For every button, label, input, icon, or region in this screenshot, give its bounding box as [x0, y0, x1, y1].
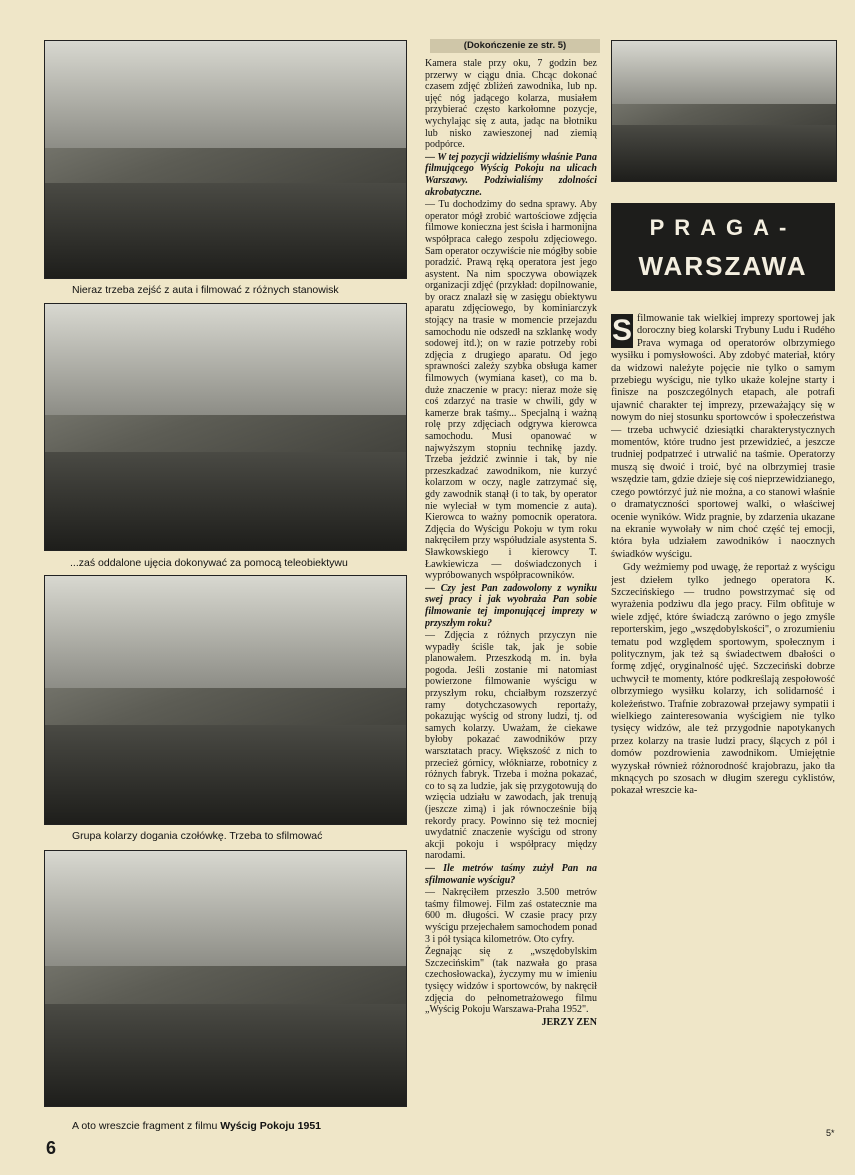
title-line2: WARSZAWA — [638, 251, 808, 281]
caption-photo4-prefix: A oto wreszcie fragment z filmu — [72, 1120, 218, 1132]
caption-photo4 — [72, 1120, 321, 1132]
article-title — [611, 203, 835, 291]
caption-photo3: Grupa kolarzy dogania czołówkę. Trzeba to sfilmować — [72, 830, 323, 842]
title-line1: PRAGA- — [649, 215, 797, 240]
mid-question: — Czy jest Pan zadowolony z wyniku swej pracy i jak wyobraża Pan sobie filmowanie tej imponującej imprezy w przyszłym roku? — [425, 582, 597, 629]
dropcap: S — [611, 314, 632, 347]
continued-note: (Dokończenie ze str. 5) — [430, 39, 600, 53]
caption-photo2: ...zaś oddalone ujęcia dokonywać za pomocą teleobiektywu — [70, 557, 348, 569]
caption-photo1: Nieraz trzeba zejść z auta i filmować z różnych stanowisk — [72, 284, 339, 296]
middle-text-column — [425, 58, 597, 1138]
photo-cameraman-telephoto — [44, 303, 407, 551]
right-paragraph-1 — [611, 313, 835, 561]
continuation-mark: 5* — [826, 1128, 835, 1138]
right-text-column — [611, 313, 835, 1125]
caption-photo4-film: Wyścig Pokoju 1951 — [220, 1120, 321, 1132]
photo-cyclists-top — [611, 40, 837, 182]
photo-cyclist-group — [44, 575, 407, 825]
mid-paragraph: — Tu dochodzimy do sedna sprawy. Aby operator mógł zrobić wartościowe zdjęcia filmowe konieczna jest ścisła i harmonijna współpraca całego zespołu zdjęciowego. Sam operator oczywiście nie mógłby sobie poradzić. Prawą ręką operatora jest jego asystent. Na nim spoczywa obowiązek organizacji zdjęć (przykład: dopilnowanie, by oracz znalazł się w zasięgu obiektywu aparatu zdjęciowego, by kominiarczyk stojący na trasie w momencie przejazdu samochodu nie odszedł na szklankę wody sodowej itd.); on w razie potrzeby robi zdjęcia z drugiego aparatu. Od jego sprawności zależy szybka obsługa kamer filmowych (wymiana kaset), co ma b. duże znaczenie w pracy: nieraz może się coś zdarzyć na trasie w chwili, gdy w kamerze brak taśmy... Specjalną i ważną rolę przy zdjęciach odgrywa kierowca samochodu. Musi opanować w najwyższym stopniu technikę jazdy. Trzeba jeździć zwinnie i tak, by nie przeszkadzać zawodnikom, nie kurzyć kolarzom w oczy, nagle zatrzymać się, gdy zawodnik stanął (i to tak, by operator nie wyleciał w tym momencie z auta). Kierowca to ważny pomocnik operatora. Zdjęcia do Wyścigu Pokoju w tym roku nakręciłem przy współudziale asystenta S. Sławkowskiego i kierowcy T. Ławkiewicza — doświadczonych i wypróbowanych współpracowników. — [425, 199, 597, 582]
mid-paragraph: — Nakręciłem przeszło 3.500 metrów taśmy filmowej. Film zaś ostatecznie ma 600 m. długości. W czasie pracy przy wyścigu przejechałem samochodem ponad 3 i pół tysiąca kilometrów. Oto cyfry. — [425, 887, 597, 945]
mid-paragraph: — Zdjęcia z różnych przyczyn nie wypadły ściśle tak, jak je sobie planowałem. Przeszkodą m. in. była pogoda. Jeśli zostanie mi natomiast powierzone filmowanie wyścigu w przyszłym roku, chciałbym rozszerzyć ramy dotychczasowych reportaży, pokazując wyścig od strony ludzi, tj. od samych kolarzy. Uważam, że ciekawe byłoby pokazać zawodników przy warsztatach pracy. Większość z nich to przecież górnicy, włókniarze, robotnicy z różnych fabryk. Trzeba i można pokazać, co to są za ludzie, jak się przygotowują do wzięcia udziału w zawodach, jak trenują (jeszcze zimą) i jak równocześnie biją rekordy pracy. Powinno się też mocniej uwydatnić znaczenie wyścigu od strony akcji pokoju i współpracy między narodami. — [425, 630, 597, 862]
page-number: 6 — [46, 1138, 57, 1158]
right-paragraph-1-text: filmowanie tak wielkiej imprezy sportowej jak doroczny bieg kolarski Trybuny Ludu i Rudého Prava wymaga od operatorów olbrzymiego wysiłku i pomysłowości. Aby zdobyć materiał, który da widzowi należyte pojęcie nie tylko o samym przebiegu wyścigu, nie tylko ukaże kolejne starty i finisze na poszczególnych etapach, ale potrafi ujawnić charakter tej imprezy, przeważający się w nowym do niej stosunku sportowców i społeczeństwa — trzeba uchwycić dziesiątki charakterystycznych momentów, które trudno jest przewidzieć, a jeszcze trudniej podpatrzeć i utrwalić na taśmie. Operatorzy muszą się dwoić i troić, być na olbrzymiej trasie wszędzie tam, gdzie dzieje się coś nieprzewidzianego, czego powtórzyć już nie można, a co stanowi właśnie o dramatyczności sportowej walki, o właściwej ocenie wyników. Widz pragnie, by zdarzenia ukazane na ekranie wywołały w nim choć część tej emocji, która była udziałem zawodników i naocznych świadków wyścigu. — [611, 313, 835, 560]
photo-film-fragment — [44, 850, 407, 1107]
photo-cameraman-roadside — [44, 40, 407, 279]
mid-question: — W tej pozycji widzieliśmy właśnie Pana filmującego Wyścig Pokoju na ulicach Warszawy. Podziwialiśmy zdolności akrobatyczne. — [425, 151, 597, 198]
mid-paragraph: Kamera stale przy oku, 7 godzin bez przerwy w ciągu dnia. Chcąc dokonać czasem zdjęć zbliżeń zawodnika, lub np. ujęć nóg jadącego kolarza, musiałem przybierać często karkołomne pozycje, wychylając się z auta, jadąc na błotniku lub nisko zawieszonej nad ziemią podpórce. — [425, 58, 597, 151]
mid-paragraph: Żegnając się z „wszędobylskim Szczecińskim" (tak nazwała go prasa czechosłowacka), życzymy mu w imieniu tysięcy widzów i sportowców, by nakręcił zdjęcia do pełnometrażowego filmu „Wyścig Pokoju Warszawa-Praha 1952". — [425, 946, 597, 1016]
right-paragraph-2: Gdy weźmiemy pod uwagę, że reportaż z wyścigu jest dziełem tylko jednego operatora K. Szczecińskiego — trudno powstrzymać się od wyrażenia podziwu dla jego pracy. Film obfituje w wiele zdjęć, które świadczą zarówno o jego zmyśle reporterskim, jego „wszędobylskości", o zrozumieniu tematu pod względem sportowym, społecznym i politycznym, jak też są świadectwem dbałości o formę zdjęć, oryginalność ujęć. Szczeciński dobrze uchwycił te momenty, które podkreślają zespołowość olbrzymiego wysiłku kolarzy, ich solidarność i koleżeństwo. Trafnie zobrazował przejawy sympatii i wielkiego zainteresowania wyścigiem nie tylko tysięcy widzów, ale też przygodnie napotykanych przez kolarzy na trasie ludzi pracy, ślących z pól i domów pozdrowienia zawodnikom. Umiejętnie wyzyskał również różnorodność krajobrazu, jako tła mknących po szosach w długim szeregu cyklistów, pokazał wreszcie ka- — [611, 562, 835, 797]
mid-question: — Ile metrów taśmy zużył Pan na sfilmowanie wyścigu? — [425, 862, 597, 886]
author-signature: JERZY ZEN — [541, 1016, 597, 1028]
